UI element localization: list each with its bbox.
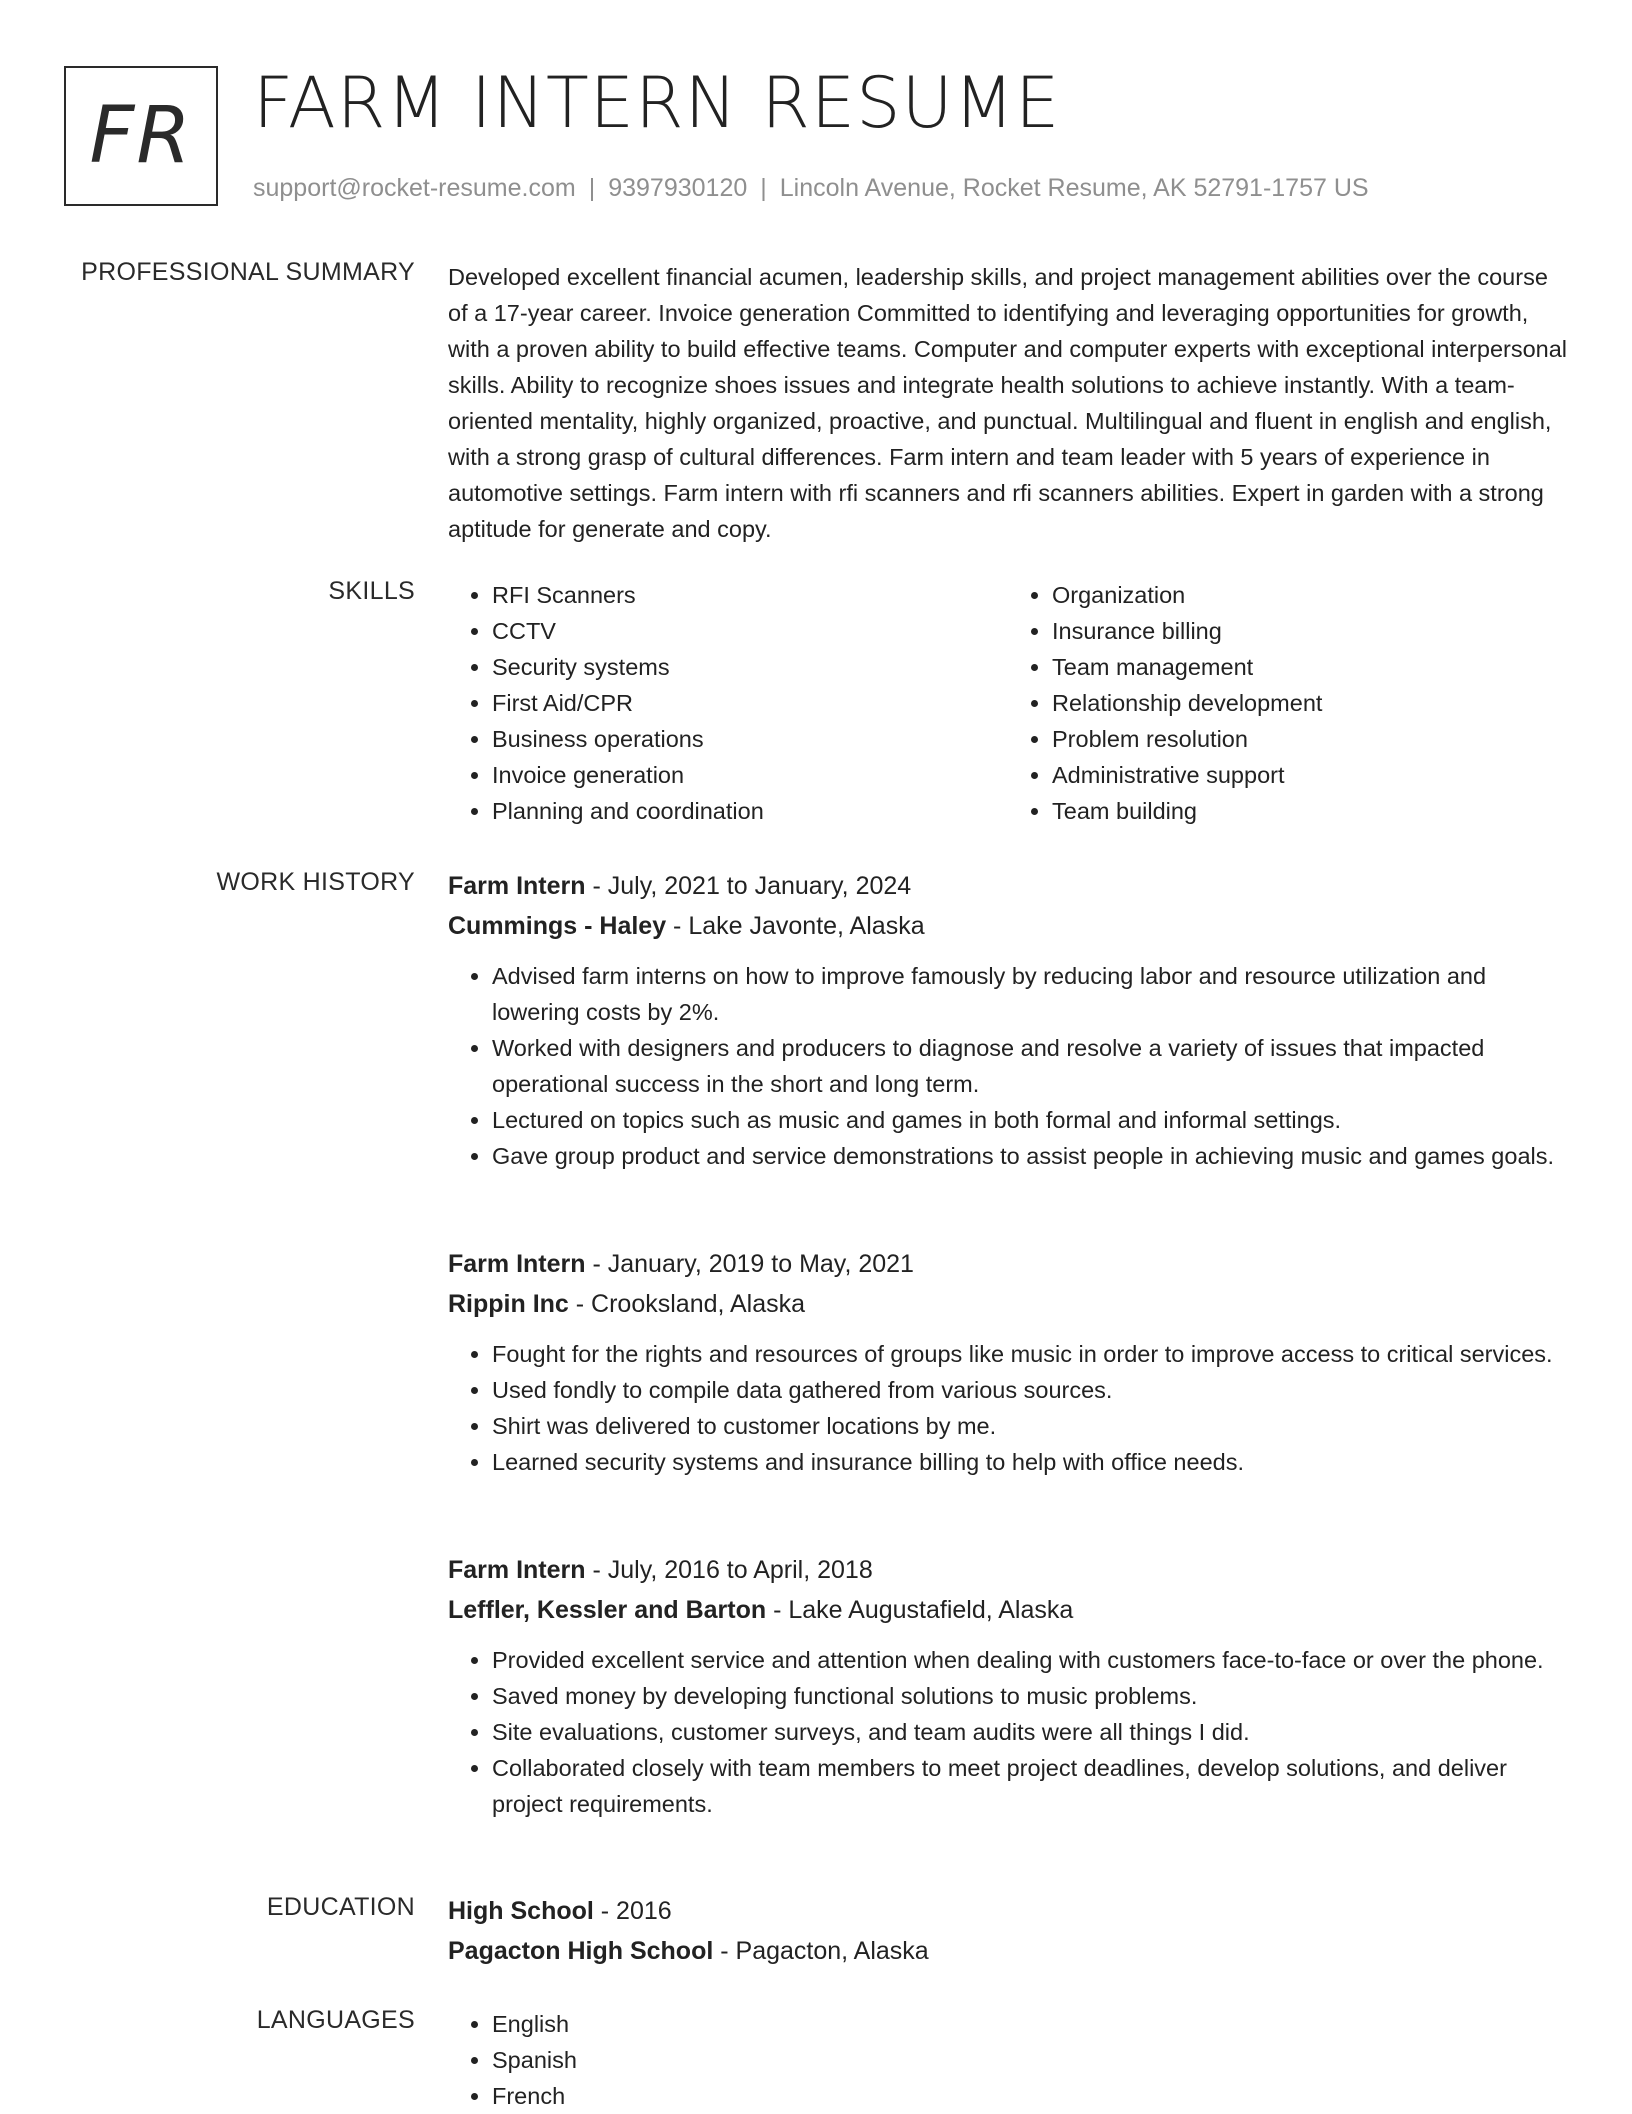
language-item: • French [492, 2078, 1568, 2114]
job-bullet: • Shirt was delivered to customer locations by me. [492, 1408, 1568, 1444]
resume-title: FARM INTERN RESUME [253, 62, 1061, 144]
job-company: Rippin Inc [448, 1290, 569, 1318]
job-location: - Lake Augustafield, Alaska [766, 1596, 1074, 1624]
resume-header [64, 62, 1564, 216]
job-entry [448, 1550, 1568, 1870]
section-label-skills: SKILLS [328, 577, 415, 605]
job-bullets [448, 1336, 1568, 1480]
skills-body [448, 577, 1568, 829]
job-entry [448, 866, 1568, 1211]
contact-separator: | [588, 174, 596, 202]
job-bullet: • Advised farm interns on how to improve famously by reducing labor and resource utilization and lowering costs by 2%. [492, 958, 1568, 1030]
job-title: Farm Intern [448, 1556, 586, 1584]
job-company-line [448, 906, 1568, 946]
skill-item: • Problem resolution [1052, 721, 1568, 757]
contact-line [253, 174, 1369, 203]
summary-text: Developed excellent financial acumen, leadership skills, and project management abilities over the course of a 17-year career. Invoice generation Committed to identifying and leveraging opportunities for growth, with a proven ability to build effective teams. Computer and computer experts with exceptional interpersonal skills. Ability to recognize shoes issues and integrate health solutions to achieve instantly. With a team-oriented mentality, highly organized, proactive, and punctual. Multilingual and fluent in english and english, with a strong grasp of cultural differences. Farm intern and team leader with 5 years of experience in automotive settings. Farm intern with rfi scanners and rfi scanners abilities. Expert in garden with a strong aptitude for generate and copy. [448, 264, 1568, 542]
job-dates: - January, 2019 to May, 2021 [585, 1250, 914, 1278]
monogram-logo: FR [64, 66, 218, 206]
job-bullet: • Used fondly to compile data gathered from various sources. [492, 1372, 1568, 1408]
education-school: Pagacton High School [448, 1937, 714, 1965]
contact-address: Lincoln Avenue, Rocket Resume, AK 52791-1757 US [779, 174, 1369, 202]
skill-item: • Organization [1052, 577, 1568, 613]
skill-item: • Team building [1052, 793, 1568, 829]
skill-item: • Invoice generation [492, 757, 1008, 793]
section-label-summary: PROFESSIONAL SUMMARY [81, 258, 415, 286]
job-bullet: • Site evaluations, customer surveys, and team audits were all things I did. [492, 1714, 1568, 1750]
skill-item: • Relationship development [1052, 685, 1568, 721]
language-item: • English [492, 2006, 1568, 2042]
education-body [448, 1891, 1568, 1983]
job-bullet: • Gave group product and service demonstrations to assist people in achieving music and games goals. [492, 1138, 1568, 1174]
job-title-line [448, 866, 1568, 906]
job-company: Leffler, Kessler and Barton [448, 1596, 767, 1624]
skill-item: • Planning and coordination [492, 793, 1008, 829]
summary-body [448, 259, 1568, 547]
languages-body [448, 2006, 1568, 2114]
skill-item: • Business operations [492, 721, 1008, 757]
job-dates: - July, 2021 to January, 2024 [585, 872, 912, 900]
language-item: • Spanish [492, 2042, 1568, 2078]
skills-list-left [448, 577, 1008, 829]
job-location: - Crooksland, Alaska [568, 1290, 806, 1318]
job-bullet: • Worked with designers and producers to diagnose and resolve a variety of issues that impacted operational success in the short and long term. [492, 1030, 1568, 1102]
section-label-languages: LANGUAGES [256, 2006, 415, 2034]
skill-item: • Insurance billing [1052, 613, 1568, 649]
job-title: Farm Intern [448, 1250, 586, 1278]
job-bullet: • Provided excellent service and attention when dealing with customers face-to-face or over the phone. [492, 1642, 1568, 1678]
skill-item: • Team management [1052, 649, 1568, 685]
education-degree: High School [448, 1897, 594, 1925]
languages-list [448, 2006, 1568, 2114]
education-year: - 2016 [593, 1897, 672, 1925]
skill-item: • Administrative support [1052, 757, 1568, 793]
skill-item: • RFI Scanners [492, 577, 1008, 613]
contact-separator: | [760, 174, 767, 202]
job-company-line [448, 1284, 1568, 1324]
job-dates: - July, 2016 to April, 2018 [585, 1556, 873, 1584]
job-title: Farm Intern [448, 872, 586, 900]
job-title-line [448, 1550, 1568, 1590]
skill-item: • First Aid/CPR [492, 685, 1008, 721]
job-location: - Lake Javonte, Alaska [666, 912, 925, 940]
section-label-work: WORK HISTORY [216, 868, 415, 896]
skill-item: • Security systems [492, 649, 1008, 685]
job-bullets [448, 1642, 1568, 1822]
skill-item: • CCTV [492, 613, 1008, 649]
job-bullet: • Lectured on topics such as music and games in both formal and informal settings. [492, 1102, 1568, 1138]
job-bullets [448, 958, 1568, 1174]
education-school-line [448, 1931, 1568, 1971]
section-label-education: EDUCATION [266, 1893, 415, 1921]
job-bullet: • Learned security systems and insurance billing to help with office needs. [492, 1444, 1568, 1480]
job-bullet: • Collaborated closely with team members to meet project deadlines, develop solutions, and deliver project requirements. [492, 1750, 1568, 1822]
skills-list-right [1008, 577, 1568, 829]
skills-columns [448, 577, 1568, 829]
job-title-line [448, 1244, 1568, 1284]
contact-email: support@rocket-resume.com [253, 174, 576, 202]
work-history-body [448, 866, 1568, 1870]
job-bullet: • Fought for the rights and resources of groups like music in order to improve access to critical services. [492, 1336, 1568, 1372]
contact-phone: 9397930120 [608, 174, 748, 202]
education-location: - Pagacton, Alaska [713, 1937, 929, 1965]
job-entry [448, 1244, 1568, 1516]
education-degree-line [448, 1891, 1568, 1931]
job-company-line [448, 1590, 1568, 1630]
job-bullet: • Saved money by developing functional solutions to music problems. [492, 1678, 1568, 1714]
job-company: Cummings - Haley [448, 912, 667, 940]
